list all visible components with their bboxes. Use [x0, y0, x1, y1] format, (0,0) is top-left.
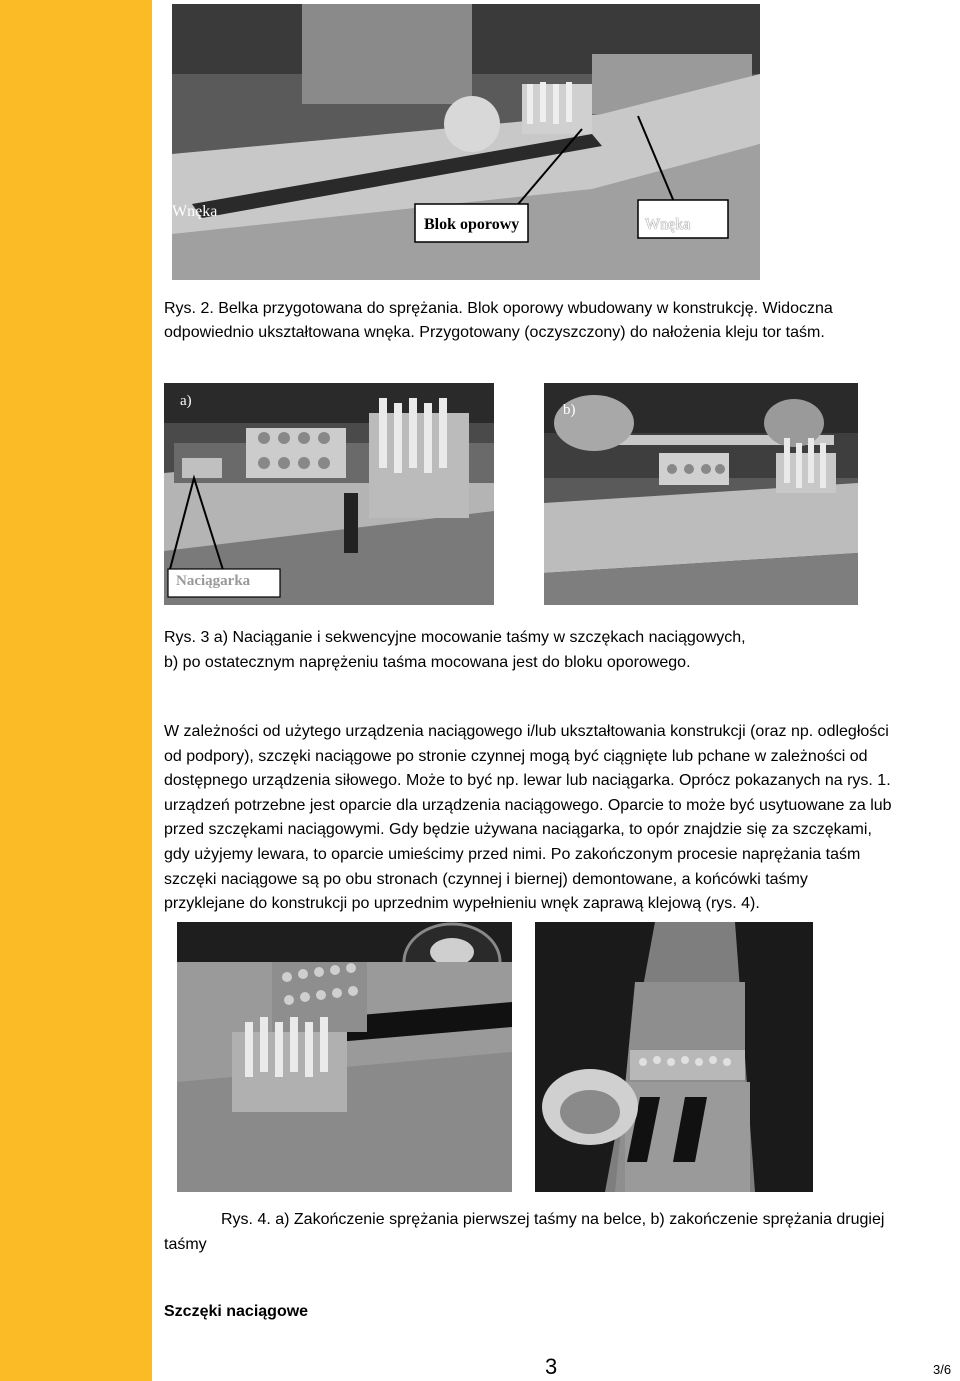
body-line-2: od podpory), szczęki naciągowe po stronie czynnej mogą być ciągnięte lub pchane w zależności od	[164, 748, 868, 765]
body-line-1: W zależności od użytego urządzenia naciągowego i/lub ukształtowania konstrukcji (oraz np. odległości	[164, 723, 889, 740]
figure-2-label-blok: Blok oporowy	[424, 216, 520, 233]
section-heading: Szczęki naciągowe	[164, 1303, 309, 1320]
sidebar-accent-bar	[0, 0, 152, 1381]
figure-3-caption-line-1: Rys. 3 a) Naciąganie i sekwencyjne mocowanie taśmy w szczękach naciągowych,	[164, 629, 746, 646]
figure-4b-photo	[535, 922, 813, 1192]
figure-2-caption-line-1: Rys. 2. Belka przygotowana do sprężania. Blok oporowy wbudowany w konstrukcję. Widoczna	[164, 300, 833, 317]
figure-3-caption-line-2: b) po ostatecznym naprężeniu taśma mocowana jest do bloku oporowego.	[164, 654, 691, 671]
figure-3a-photo	[164, 383, 494, 605]
figure-4-caption-line-1: Rys. 4. a) Zakończenie sprężania pierwszej taśmy na belce, b) zakończenie sprężania drugiej	[221, 1211, 885, 1228]
body-line-3: dostępnego urządzenia siłowego. Może to być np. lewar lub naciągarka. Oprócz pokazanych na rys. 1.	[164, 772, 891, 789]
page-number: 3	[545, 1354, 558, 1379]
body-line-7: szczęki naciągowe są po obu stronach (czynnej i biernej) demontowane, a końcówki taśmy	[164, 871, 808, 888]
figure-2-caption-line-2: odpowiednio ukształtowana wnęka. Przygotowany (oczyszczony) do nałożenia kleju tor taśm.	[164, 324, 825, 341]
figure-2-photo	[172, 4, 760, 280]
figure-3b-photo	[544, 383, 858, 605]
figure-3b-label: b)	[563, 402, 576, 418]
figure-2-label-wneka-right: Wnęka	[645, 216, 691, 233]
body-line-5: przed szczękami naciągowymi. Gdy będzie używana naciągarka, to opór znajdzie się za szczękami,	[164, 821, 872, 838]
body-line-4: urządzeń potrzebne jest oparcie dla urządzenia naciągowego. Oparcie to może być usytuowane za lub	[164, 797, 892, 814]
body-line-6: gdy użyjemy lewara, to oparcie umieścimy przed nimi. Po zakończonym procesie naprężania taśm	[164, 846, 861, 863]
figure-3-label-naciagarka: Naciągarka	[176, 573, 251, 589]
page-count: 3/6	[933, 1362, 952, 1377]
figure-4-caption-line-2: taśmy	[164, 1236, 207, 1253]
body-line-8: przyklejane do konstrukcji po uprzednim wypełnieniu wnęk zaprawą klejową (rys. 4).	[164, 895, 760, 912]
figure-4a-photo	[177, 922, 512, 1192]
figure-3a-label: a)	[180, 393, 192, 409]
figure-2-label-wneka-left: Wnęka	[172, 203, 218, 220]
